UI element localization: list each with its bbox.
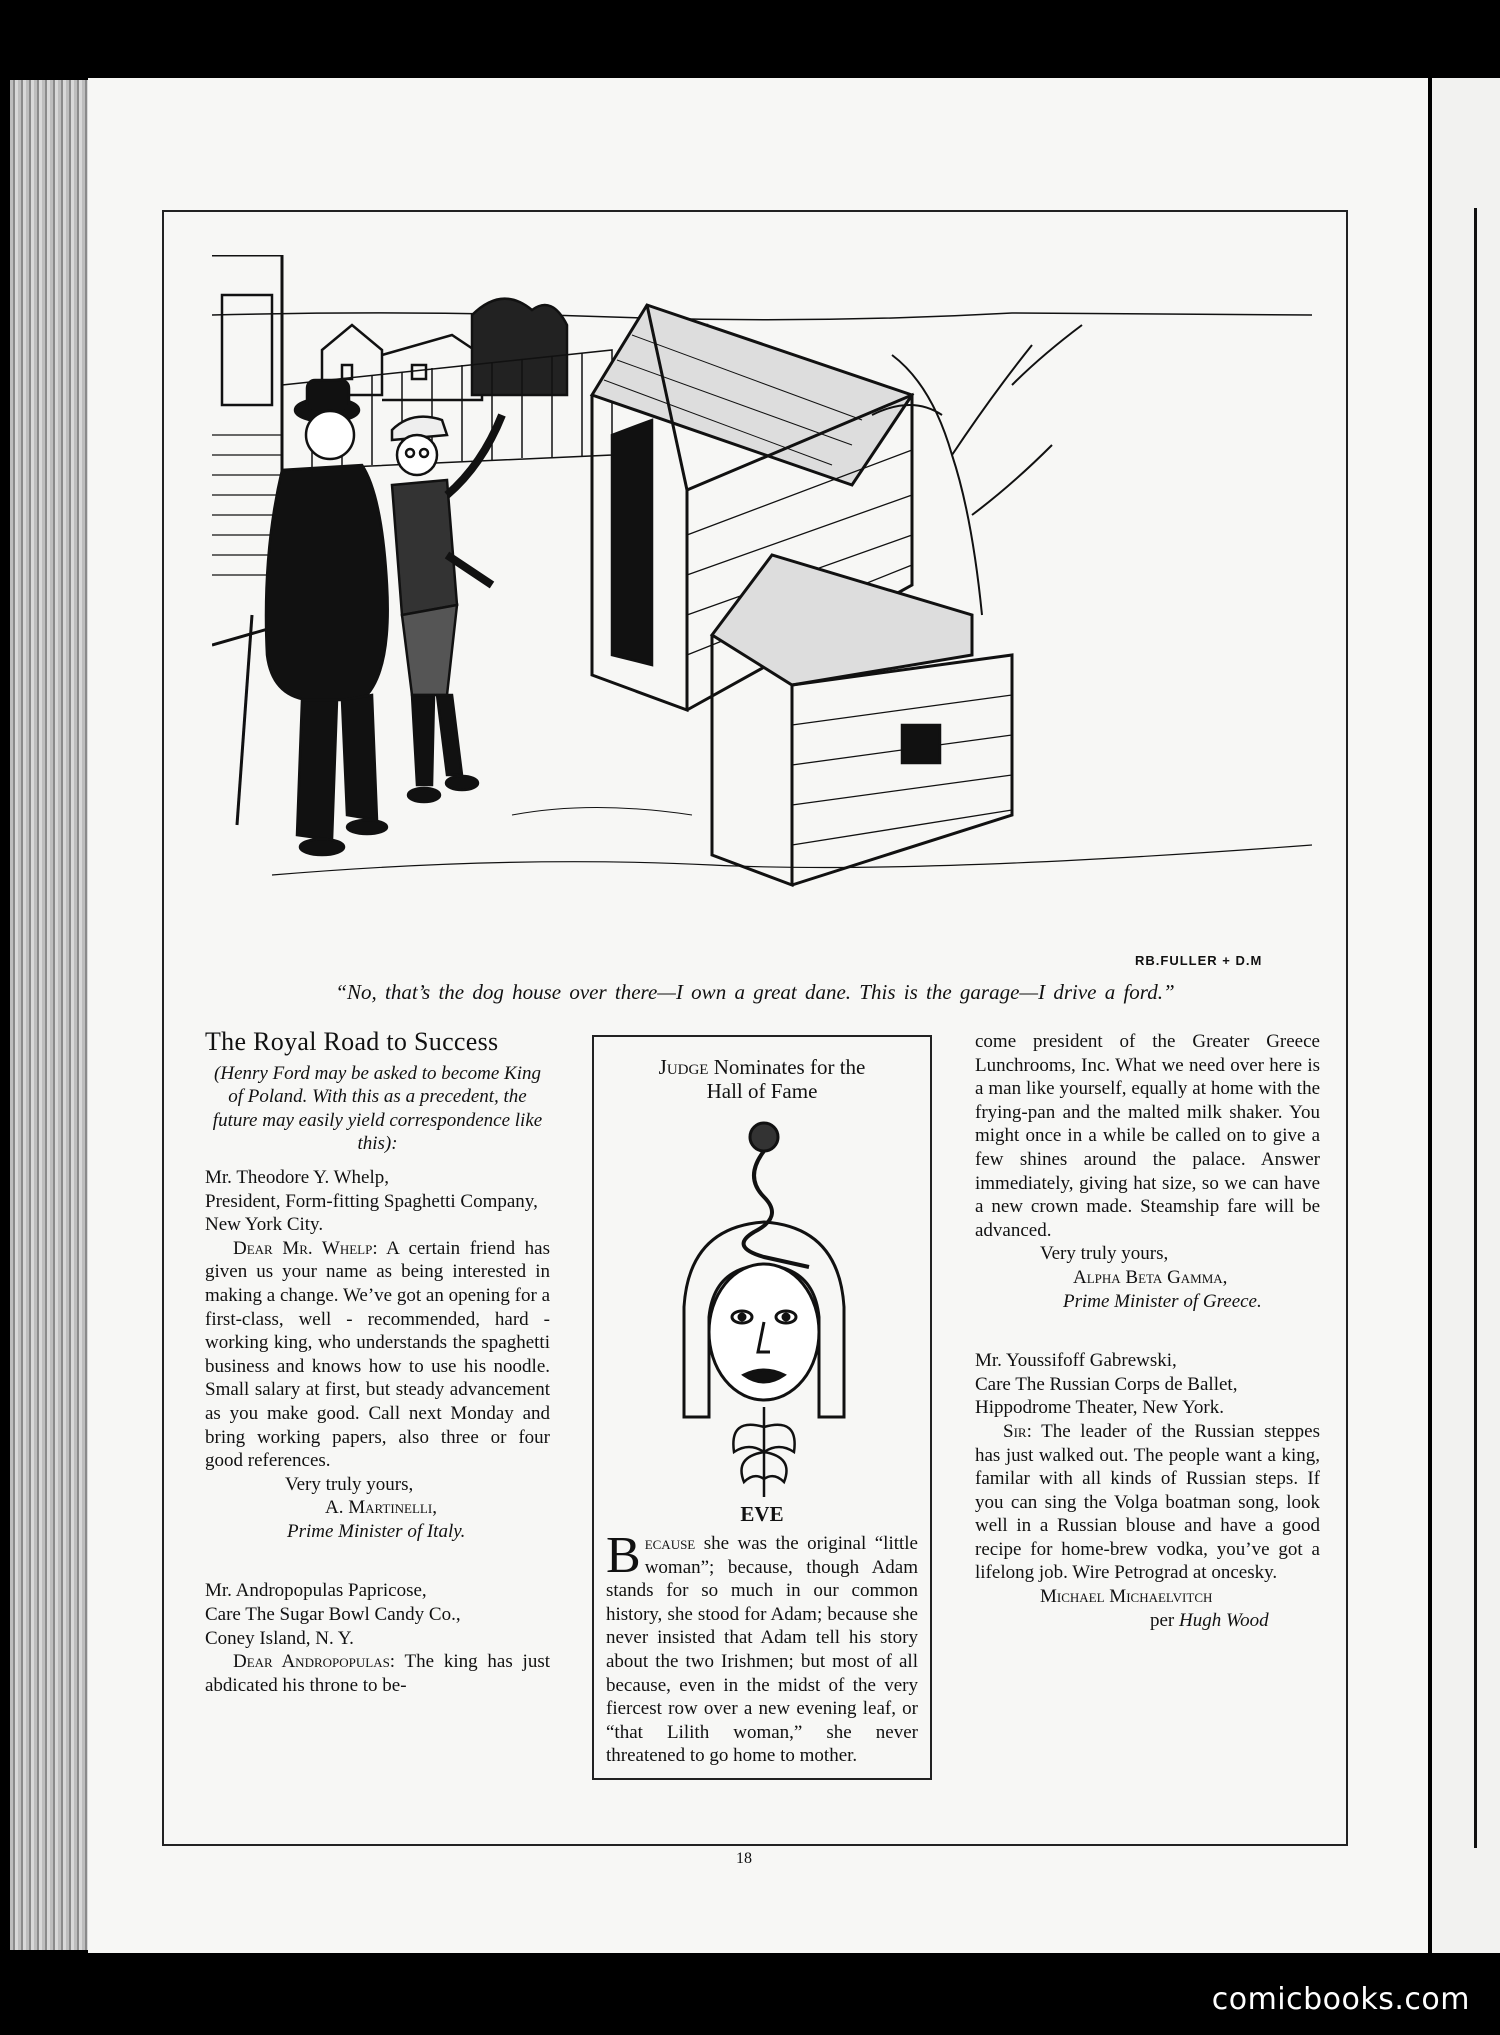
article-title: The Royal Road to Success [205, 1027, 499, 1056]
letter2-closing: Very truly yours, [1040, 1243, 1169, 1265]
cartoon-illustration [212, 255, 1312, 950]
eve-text: she was the original “little woman”; because, though Adam stands for so much in our common history, she stood for Adam; because she never insisted that Adam tell his story about the two Irishmen; but most of all because, even in the midst of the very fiercest row over a new evening leaf, or “that Lilith woman,” she never threatened to go home to mother. [606, 1533, 918, 1767]
address-line: New York City. [205, 1214, 324, 1236]
hall-of-fame-box [592, 1035, 932, 1780]
right-column [975, 1030, 1320, 1632]
address-line: Mr. Theodore Y. Whelp, [205, 1166, 389, 1188]
box-title-rest: Nominates for the [708, 1055, 866, 1079]
cartoon-caption: “No, that’s the dog house over there—I own a great dane. This is the garage—I drive a ford.” [335, 980, 1175, 1004]
letter2-signer-title: Prime Minister of Greece. [1063, 1290, 1262, 1312]
letter2-continued: come president of the Greater Greece Lunchrooms, Inc. What we need over here is a man like yourself, equally at home with the frying-pan and the malted milk shaker. You might once in a while be called on to give a few shines around the palace. Answer immediately, giving hat size, so we can have a new crown made. Steamship fare will be advanced. [975, 1031, 1320, 1241]
letter1-signer: A. Martinelli, [325, 1497, 437, 1519]
address-line: Mr. Andropopulas Papricose, [205, 1580, 427, 1602]
dog-house [712, 555, 1012, 885]
letter3-body [975, 1420, 1320, 1585]
address-line: Care The Sugar Bowl Candy Co., [205, 1604, 461, 1626]
box-title-line2: Hall of Fame [706, 1079, 818, 1103]
bare-tree [872, 325, 1082, 615]
site-watermark: comicbooks.com [1211, 1982, 1470, 2017]
letter3-signer: Michael Michaelvitch [1040, 1586, 1213, 1608]
letter3-text: The leader of the Russian steppes has just walked out. The people want a king, familar with all kinds of Russian steps. If you can sing the Volga boatman song, look well in a Russian blouse and have a good recipe for home-brew vodka, you’ve got a lifelong job. Wire Petrograd at oncesky. [975, 1420, 1320, 1584]
man-in-black-coat [237, 380, 388, 855]
per-name: Hugh Wood [1179, 1609, 1269, 1631]
book-spine [10, 80, 90, 1950]
letter3-per [975, 1609, 1320, 1633]
letter3-salutation: Sir: [1003, 1420, 1032, 1442]
letter1-signer-title: Prime Minister of Italy. [287, 1520, 466, 1542]
man-in-cap [392, 415, 502, 802]
drop-cap: B [606, 1527, 641, 1584]
facing-page-rule [1474, 208, 1477, 1848]
address-line: Coney Island, N. Y. [205, 1627, 354, 1649]
box-title [594, 1055, 930, 1103]
lead-word: ecause [644, 1533, 696, 1554]
letter2-address [205, 1579, 550, 1650]
serpent-icon [744, 1151, 809, 1267]
letter1-text: A certain friend has given us your name as being interested in making a change. We’ve got an opening for a first-class, well - recommended, hard - working king, who understands the spaghetti business and knows how to use his noodle. Small salary at first, but steady advancement as you make good. Call next Monday and bring working papers, also three or four good references. [205, 1237, 551, 1472]
letter3-address [975, 1349, 1320, 1420]
address-line: Mr. Youssifoff Gabrewski, [975, 1350, 1177, 1372]
apple-icon [750, 1123, 778, 1151]
letter1-salutation: Dear Mr. Whelp: [233, 1237, 378, 1259]
address-line: President, Form-fitting Spaghetti Company, [205, 1190, 538, 1212]
judge-name: Judge [658, 1055, 709, 1079]
left-column [205, 1027, 551, 1697]
letter2-text: The king has just abdicated his throne to be- [205, 1651, 550, 1696]
letter2-signer: Alpha Beta Gamma, [1073, 1266, 1228, 1288]
address-line: Hippodrome Theater, New York. [975, 1397, 1225, 1419]
letter2-salutation: Dear Andropopulas: [233, 1651, 396, 1673]
eve-illustration [634, 1107, 894, 1507]
article-intro: (Henry Ford may be asked to become King of Poland. With this as a precedent, the future may easily yield correspondence like this): [212, 1062, 543, 1155]
artist-signature: RB.FULLER + D.M [1135, 953, 1263, 968]
per-label: per [1150, 1609, 1175, 1631]
letter1-address [205, 1166, 550, 1237]
facing-page-edge [1432, 78, 1500, 1953]
eve-name: EVE [740, 1502, 784, 1526]
fig-leaf-icon [733, 1407, 794, 1497]
page-number: 18 [736, 1850, 752, 1867]
eve-body [606, 1527, 918, 1768]
address-line: Care The Russian Corps de Ballet, [975, 1373, 1238, 1395]
letter2-body [205, 1650, 550, 1697]
letter1-body [205, 1237, 550, 1473]
letter1-closing: Very truly yours, [285, 1473, 414, 1495]
